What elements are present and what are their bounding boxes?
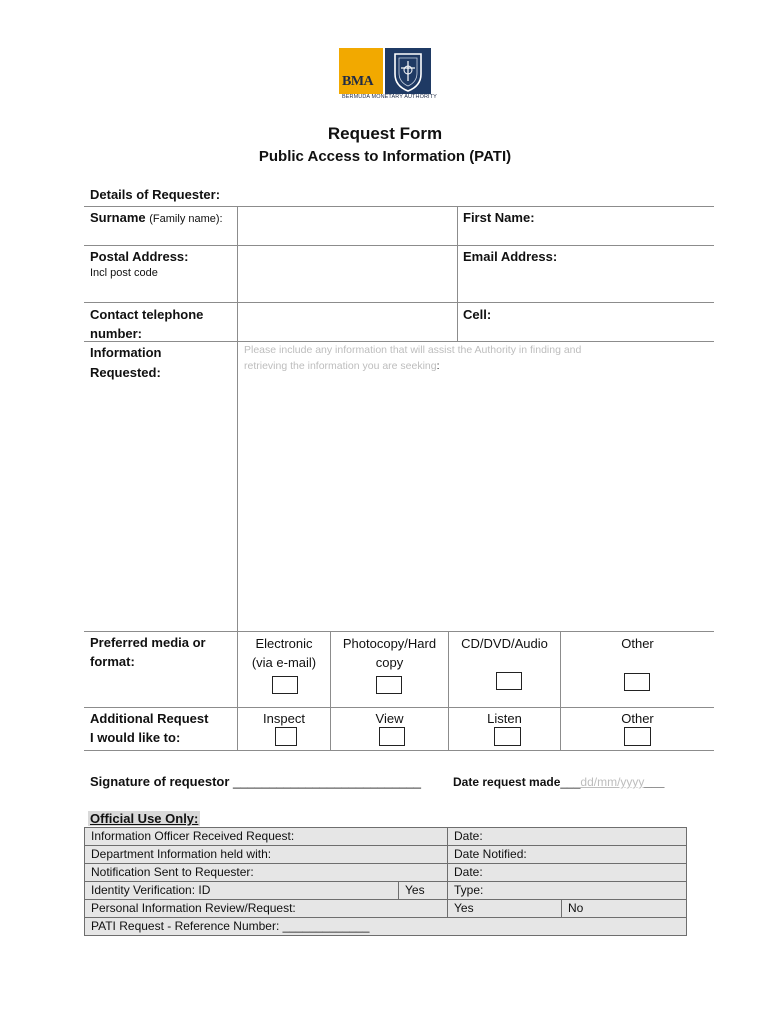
additional-label-1: Additional Request	[90, 711, 209, 726]
phone-field[interactable]	[239, 304, 456, 340]
cell-field[interactable]	[459, 324, 713, 340]
official-use-table	[84, 827, 687, 936]
official-cell-personal-yes: Yes	[448, 900, 562, 918]
media-option-electronic-line1: Electronic	[255, 636, 313, 651]
official-cell-notification-date: Date:	[448, 864, 687, 882]
info-label-1: Information	[90, 345, 162, 360]
additional-label-2: I would like to:	[90, 730, 181, 745]
media-option-electronic	[238, 634, 330, 672]
info-placeholder-colon: :	[436, 360, 440, 372]
table-row	[85, 864, 687, 882]
official-cell-identity-type: Type:	[448, 882, 687, 900]
media-label-2: format:	[90, 654, 135, 669]
surname-hint: (Family name):	[149, 213, 223, 225]
media-option-other	[561, 634, 714, 653]
date-request-label: Date request made	[453, 775, 561, 789]
signature-row	[90, 774, 421, 789]
logo-tagline: BERMUDA MONETARY AUTHORITY	[342, 94, 437, 100]
official-cell-reference: PATI Request - Reference Number: _____________	[85, 918, 687, 936]
media-option-cd-line1: CD/DVD/Audio	[461, 636, 548, 651]
table-row	[85, 900, 687, 918]
date-suffix: ___	[644, 775, 665, 789]
info-label-2: Requested:	[90, 365, 161, 380]
postal-hint: Incl post code	[90, 267, 158, 279]
logo-acronym: BMA	[342, 74, 374, 89]
info-placeholder-2	[244, 360, 440, 372]
bma-logo	[339, 48, 437, 101]
requester-heading: Details of Requester:	[90, 187, 221, 202]
info-placeholder-1: Please include any information that will assist the Authority in finding and	[244, 344, 582, 356]
official-cell-identity-yes: Yes	[399, 882, 448, 900]
logo-navy-block	[385, 48, 431, 94]
media-option-other-line1: Other	[621, 636, 654, 651]
additional-option-listen: Listen	[487, 711, 522, 726]
official-use-heading: Official Use Only:	[90, 811, 199, 826]
table-row	[85, 828, 687, 846]
additional-option-inspect: Inspect	[263, 711, 305, 726]
media-photocopy-checkbox[interactable]	[376, 676, 402, 694]
info-placeholder-2-text: retrieving the information you are seeking	[244, 360, 437, 372]
signature-line[interactable]: __________________________	[233, 774, 422, 789]
additional-other-checkbox[interactable]	[624, 727, 651, 746]
table-row	[85, 918, 687, 936]
official-cell-received-date: Date:	[448, 828, 687, 846]
media-other-checkbox[interactable]	[624, 673, 650, 691]
official-cell-notification: Notification Sent to Requester:	[85, 864, 448, 882]
media-label-1: Preferred media or	[90, 635, 206, 650]
table-row	[85, 882, 687, 900]
phone-label-1: Contact telephone	[90, 307, 204, 322]
postal-address-field[interactable]	[239, 247, 456, 301]
additional-option-view: View	[375, 711, 404, 726]
signature-label: Signature of requestor	[90, 774, 230, 789]
date-request-row	[453, 775, 664, 789]
date-prefix: ___	[560, 775, 581, 789]
shield-emblem-icon	[385, 48, 431, 94]
phone-label-2: number:	[90, 326, 142, 341]
media-option-photocopy-line2: copy	[375, 655, 404, 670]
additional-listen-checkbox[interactable]	[494, 727, 521, 746]
surname-label	[90, 210, 223, 225]
surname-label-text: Surname	[90, 210, 146, 225]
cell-label: Cell:	[463, 307, 492, 322]
table-row	[85, 846, 687, 864]
email-field[interactable]	[459, 268, 713, 301]
official-cell-personal-review: Personal Information Review/Request:	[85, 900, 448, 918]
media-cd-checkbox[interactable]	[496, 672, 522, 690]
media-option-cd	[449, 634, 560, 653]
page-title: Request Form	[327, 124, 443, 143]
information-requested-field[interactable]	[239, 343, 713, 630]
date-placeholder[interactable]: dd/mm/yyyy	[580, 775, 645, 789]
official-cell-identity: Identity Verification: ID	[85, 882, 399, 900]
additional-view-checkbox[interactable]	[379, 727, 405, 746]
postal-label: Postal Address:	[90, 249, 189, 264]
email-label: Email Address:	[463, 249, 558, 264]
official-cell-received: Information Officer Received Request:	[85, 828, 448, 846]
additional-inspect-checkbox[interactable]	[275, 727, 297, 746]
official-cell-department: Department Information held with:	[85, 846, 448, 864]
surname-field[interactable]	[239, 208, 456, 244]
official-cell-date-notified: Date Notified:	[448, 846, 687, 864]
first-name-label: First Name:	[463, 210, 535, 225]
official-cell-personal-no: No	[562, 900, 687, 918]
media-option-electronic-line2: (via e-mail)	[251, 655, 317, 670]
media-option-photocopy	[331, 634, 448, 672]
media-electronic-checkbox[interactable]	[272, 676, 298, 694]
first-name-field[interactable]	[459, 228, 713, 244]
additional-option-other: Other	[621, 711, 654, 726]
page-subtitle: Public Access to Information (PATI)	[258, 148, 512, 165]
media-option-photocopy-line1: Photocopy/Hard	[342, 636, 437, 651]
